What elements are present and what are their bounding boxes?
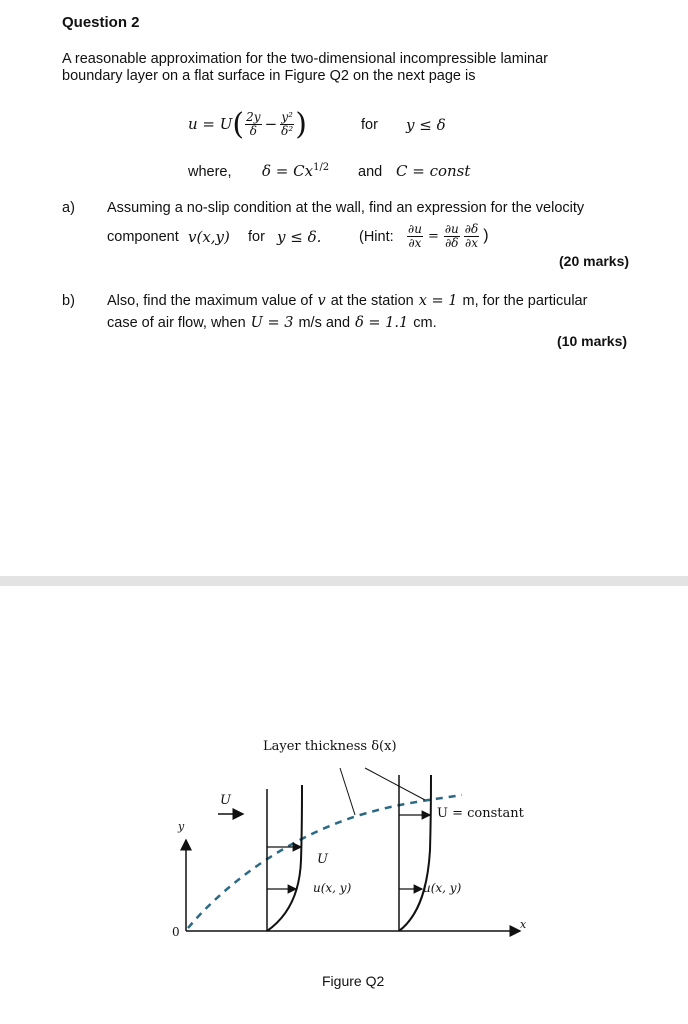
x-axis-label: x: [520, 918, 527, 931]
eq-close-paren: ): [295, 106, 307, 142]
part-b-l1-x: x = 1: [418, 293, 458, 309]
eq-for-label: for: [361, 117, 378, 133]
eq-frac2-den: δ²: [281, 123, 294, 138]
delta-definition: [262, 162, 329, 180]
part-b-l2-b: m/s and: [298, 315, 351, 331]
delta-exponent: 1/2: [313, 162, 330, 173]
question-title: Question 2: [62, 14, 140, 31]
hint-f3-num: ∂δ: [464, 221, 479, 236]
part-b-label: b): [62, 293, 75, 309]
hint-equation: [406, 218, 489, 254]
profile-2-curve: [399, 775, 431, 931]
hint-f1-den: ∂x: [408, 235, 422, 250]
leader-line-1: [340, 768, 355, 815]
part-a-condition: y ≤ δ.: [277, 228, 322, 246]
U-freestream-label: U: [220, 793, 231, 808]
intro-line-1: A reasonable approximation for the two-dimensional incompressible laminar: [62, 51, 548, 67]
layer-thickness-label: Layer thickness δ(x): [263, 739, 397, 754]
part-a-for: for: [248, 229, 265, 245]
part-b-l2-a: case of air flow, when: [107, 315, 246, 331]
y-axis-label: y: [178, 820, 185, 833]
part-b-l1-c: m, for the particular: [462, 293, 588, 309]
delta-expr: δ = Cx: [262, 162, 314, 180]
where-label: where,: [188, 164, 232, 180]
part-b-marks: (10 marks): [557, 333, 628, 349]
hint-f2-den: ∂δ: [445, 235, 459, 250]
U-inner-label: U: [317, 852, 328, 867]
hint-frac-1: [407, 223, 423, 250]
part-b-l1-v: v: [317, 293, 326, 309]
part-a-line-1: Assuming a no-slip condition at the wall, find an expression for the velocity: [107, 200, 585, 216]
figure-caption: Figure Q2: [322, 973, 385, 989]
part-b-l2-d: δ = 1.1: [355, 315, 409, 331]
part-a-line-2-text: component: [107, 229, 179, 245]
part-b-l2-c: cm.: [413, 315, 437, 331]
eq-minus: −: [264, 115, 278, 133]
page-divider: [0, 576, 688, 586]
part-a-label: a): [62, 200, 75, 216]
part-a-v-function: v(x,y): [188, 228, 230, 246]
eq-frac1-den: δ: [249, 123, 257, 138]
hint-f2-num: ∂u: [444, 221, 459, 236]
hint-frac-2: [444, 223, 460, 250]
U-constant-label: U = constant: [437, 806, 524, 821]
part-b-l2-U: U = 3: [250, 315, 294, 331]
hint-equals: =: [427, 228, 439, 244]
eq-frac2-num: y²: [281, 109, 293, 124]
hint-frac-3: [464, 223, 479, 250]
hint-f1-num: ∂u: [408, 221, 422, 236]
part-b-line-1: [107, 293, 587, 309]
hint-close: ): [483, 227, 489, 244]
velocity-profile-equation: [188, 104, 307, 144]
hint-f3-den: ∂x: [465, 235, 478, 250]
intro-line-2: boundary layer on a flat surface in Figure Q2 on the next page is: [62, 68, 476, 84]
eq-frac1-num: 2y: [246, 109, 261, 124]
and-label: and: [358, 164, 383, 180]
hint-label: (Hint:: [359, 229, 394, 245]
eq-open-paren: (: [232, 106, 245, 142]
u-label-1: u(x, y): [313, 881, 352, 895]
eq-fraction-2: [280, 111, 294, 138]
leader-line-2: [365, 768, 425, 800]
eq-condition: y ≤ δ: [406, 116, 446, 134]
part-b-line-2: [107, 315, 437, 331]
eq-fraction-1: [245, 111, 261, 138]
origin-label: 0: [172, 925, 180, 939]
const-expr: C = const: [396, 162, 471, 180]
part-b-l1-a: Also, find the maximum value of: [107, 293, 313, 309]
part-a-marks: (20 marks): [559, 253, 630, 269]
u-label-2: u(x, y): [423, 881, 462, 895]
profile-1-curve: [267, 785, 302, 931]
eq-lhs: u = U: [188, 115, 233, 133]
part-b-l1-b: at the station: [330, 293, 414, 309]
figure-q2-diagram: [0, 730, 688, 970]
